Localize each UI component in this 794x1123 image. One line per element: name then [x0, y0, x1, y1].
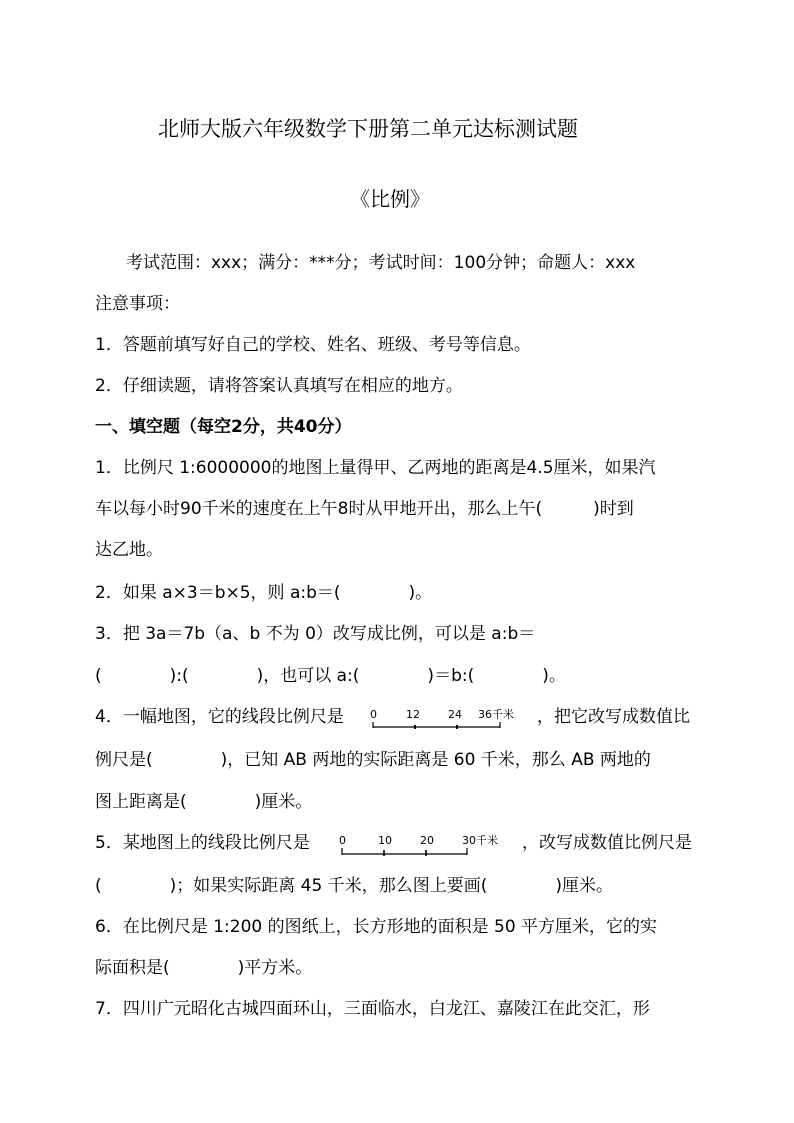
- question-4-line-1-suffix: ，把它改写成数值比: [537, 707, 690, 727]
- question-3-line-1: 3．把 3a＝7b（a、b 不为 0）改写成比例，可以是 a:b＝: [95, 624, 536, 644]
- question-5-line-1-prefix: 5．某地图上的线段比例尺是: [95, 833, 310, 853]
- exam-info-line: 考试范围：xxx；满分：***分；考试时间：100分钟；命题人：xxx: [126, 253, 636, 273]
- scale-q5-label-0: 0: [339, 834, 346, 847]
- scale-q5-label-3: 30千米: [462, 834, 498, 847]
- question-4-line-3: 图上距离是( )厘米。: [95, 792, 313, 812]
- question-1-line-1: 1．比例尺 1:6000000的地图上量得甲、乙两地的距离是4.5厘米，如果汽: [95, 458, 656, 478]
- question-1-line-3: 达乙地。: [95, 540, 163, 560]
- scale-q4-label-3: 36千米: [478, 708, 514, 721]
- note-2: 2．仔细读题，请将答案认真填写在相应的地方。: [95, 376, 463, 396]
- scale-q4-label-1: 12: [406, 708, 420, 721]
- question-2: 2．如果 a×3＝b×5，则 a:b＝( )。: [95, 583, 433, 603]
- note-1: 1．答题前填写好自己的学校、姓名、班级、考号等信息。: [95, 335, 531, 355]
- scale-q4-label-0: 0: [370, 708, 377, 721]
- scale-q5-label-1: 10: [378, 834, 392, 847]
- question-3-line-2: ( ):( )，也可以 a:( )＝b:( )。: [95, 666, 566, 686]
- page-title: 北师大版六年级数学下册第二单元达标测试题: [158, 117, 578, 141]
- line-scale-q4: [368, 703, 534, 735]
- notes-heading: 注意事项：: [95, 294, 180, 314]
- question-4-line-2: 例尺是( )，已知 AB 两地的实际距离是 60 千米，那么 AB 两地的: [95, 750, 651, 770]
- scale-q4-label-2: 24: [448, 708, 462, 721]
- question-7-line-1: 7．四川广元昭化古城四面环山，三面临水，白龙江、嘉陵江在此交汇，形: [95, 999, 650, 1019]
- section-heading-fill-blank: 一、填空题（每空2分，共40分）: [95, 417, 352, 437]
- question-6-line-2: 际面积是( )平方米。: [95, 958, 313, 978]
- page-subtitle: 《比例》: [350, 187, 430, 211]
- question-5-line-2: ( )；如果实际距离 45 千米，那么图上要画( )厘米。: [95, 876, 613, 896]
- scale-q5-label-2: 20: [420, 834, 434, 847]
- line-scale-q5: [336, 829, 520, 861]
- question-4-line-1-prefix: 4．一幅地图，它的线段比例尺是: [95, 707, 344, 727]
- question-1-line-2: 车以每小时90千米的速度在上午8时从甲地开出，那么上午( )时到: [95, 499, 634, 519]
- question-6-line-1: 6．在比例尺是 1:200 的图纸上，长方形地的面积是 50 平方厘米，它的实: [95, 917, 658, 937]
- question-5-line-1-suffix: ，改写成数值比例尺是: [522, 833, 692, 853]
